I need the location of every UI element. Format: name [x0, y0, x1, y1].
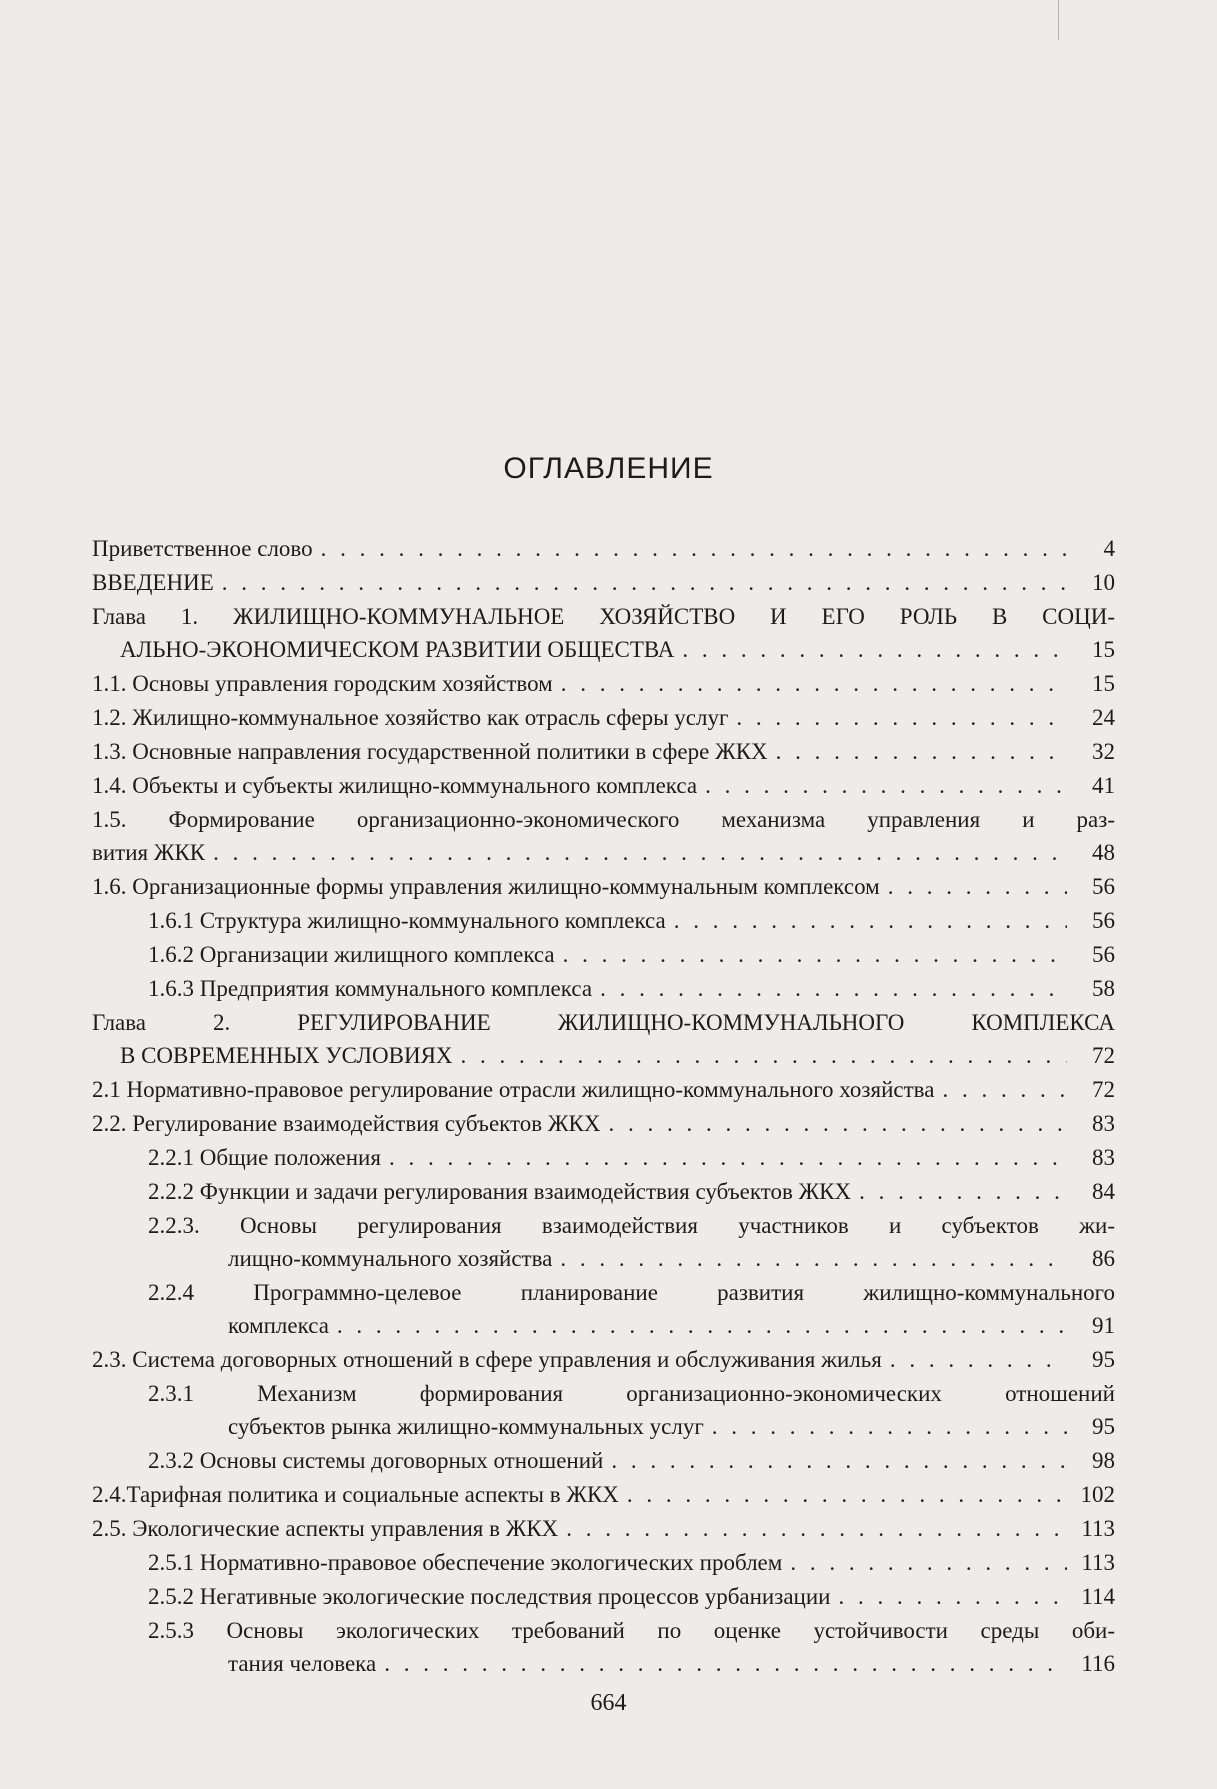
- toc-entry-title: 2.3.1 Механизм формирования организационно-экономических отношений: [148, 1381, 1115, 1406]
- toc-page-number: 15: [1092, 637, 1115, 662]
- toc-page-number: 58: [1092, 976, 1115, 1001]
- toc-entry-title: 1.3. Основные направления государственной политики в сфере ЖКХ: [92, 739, 768, 764]
- toc-entry-title: 2.2.3. Основы регулирования взаимодействия участников и субъектов жи-: [148, 1213, 1115, 1238]
- dot-leader: [790, 1550, 1067, 1576]
- dot-leader: [611, 1448, 1067, 1474]
- dot-leader: [627, 1482, 1067, 1508]
- toc-entry-continuation: комплекса: [228, 1313, 329, 1338]
- toc-entry: [92, 1347, 1115, 1381]
- page-number: 664: [590, 1690, 627, 1716]
- toc-page-number: 113: [1081, 1550, 1115, 1575]
- toc-page-number: 102: [1080, 1482, 1115, 1507]
- dot-leader: [600, 976, 1067, 1002]
- toc-page-number: 114: [1081, 1584, 1115, 1609]
- toc-page-number: 56: [1092, 874, 1115, 899]
- toc-entry-title: 1.1. Основы управления городским хозяйством: [92, 671, 553, 696]
- dot-leader: [389, 1145, 1067, 1171]
- toc-entry-continuation: лищно-коммунального хозяйства: [228, 1246, 553, 1271]
- toc-entry: [92, 1516, 1115, 1550]
- dot-leader: [942, 1077, 1067, 1103]
- toc-entry: [92, 1280, 1115, 1347]
- toc-entry-continuation: субъектов рынка жилищно-коммунальных услуг: [228, 1414, 704, 1439]
- toc-entry: [92, 1381, 1115, 1448]
- toc-page-number: 72: [1092, 1043, 1115, 1068]
- toc-entry-continuation: В СОВРЕМЕННЫХ УСЛОВИЯХ: [120, 1043, 453, 1068]
- toc-entry-title: 2.2.4 Программно-целевое планирование развития жилищно-коммунального: [148, 1280, 1115, 1305]
- toc-entry-title: 2.5.2 Негативные экологические последствия процессов урбанизации: [148, 1584, 831, 1609]
- dot-leader: [384, 1651, 1067, 1677]
- dot-leader: [890, 1347, 1067, 1373]
- dot-leader: [859, 1179, 1067, 1205]
- dot-leader: [608, 1111, 1067, 1137]
- dot-leader: [213, 840, 1067, 866]
- toc-page-number: 10: [1092, 570, 1115, 595]
- table-of-contents: [92, 536, 1115, 1685]
- toc-page-number: 83: [1092, 1145, 1115, 1170]
- dot-leader: [563, 942, 1067, 968]
- toc-entry: [92, 773, 1115, 807]
- toc-entry: [92, 604, 1115, 671]
- toc-entry: [92, 1618, 1115, 1685]
- toc-page-number: 72: [1092, 1077, 1115, 1102]
- toc-entry: [92, 908, 1115, 942]
- dot-leader: [776, 739, 1067, 765]
- toc-entry-title: 2.5. Экологические аспекты управления в ЖКХ: [92, 1516, 559, 1541]
- toc-entry-title: Приветственное слово: [92, 536, 313, 561]
- toc-page-number: 24: [1092, 705, 1115, 730]
- toc-entry-title: 2.3. Система договорных отношений в сфере управления и обслуживания жилья: [92, 1347, 882, 1372]
- toc-entry: [92, 1448, 1115, 1482]
- toc-entry: [92, 739, 1115, 773]
- dot-leader: [566, 1516, 1067, 1542]
- toc-page-number: 15: [1092, 671, 1115, 696]
- toc-entry: [92, 1550, 1115, 1584]
- toc-entry: [92, 807, 1115, 874]
- toc-page-number: 84: [1092, 1179, 1115, 1204]
- dot-leader: [712, 1414, 1067, 1440]
- dot-leader: [682, 637, 1067, 663]
- toc-entry: [92, 1111, 1115, 1145]
- dot-leader: [674, 908, 1067, 934]
- toc-entry-title: 2.5.1 Нормативно-правовое обеспечение экологических проблем: [148, 1550, 783, 1575]
- dot-leader: [337, 1313, 1067, 1339]
- toc-page-number: 95: [1092, 1347, 1115, 1372]
- toc-page-number: 113: [1081, 1516, 1115, 1541]
- toc-entry-title: 1.6.2 Организации жилищного комплекса: [148, 942, 555, 967]
- toc-page-number: 95: [1092, 1414, 1115, 1439]
- toc-entry: [92, 1179, 1115, 1213]
- toc-entry: [92, 1482, 1115, 1516]
- toc-entry-title: 1.4. Объекты и субъекты жилищно-коммунального комплекса: [92, 773, 698, 798]
- dot-leader: [222, 570, 1067, 596]
- toc-entry: [92, 671, 1115, 705]
- toc-page-number: 56: [1092, 942, 1115, 967]
- toc-entry-title: 2.1 Нормативно-правовое регулирование отрасли жилищно-коммунального хозяйства: [92, 1077, 935, 1102]
- toc-page-number: 116: [1081, 1651, 1115, 1676]
- toc-entry: [92, 1213, 1115, 1280]
- toc-entry-title: 1.2. Жилищно-коммунальное хозяйство как отрасль сферы услуг: [92, 705, 729, 730]
- toc-entry: [92, 1584, 1115, 1618]
- toc-entry-title: Глава 1. ЖИЛИЩНО-КОММУНАЛЬНОЕ ХОЗЯЙСТВО И ЕГО РОЛЬ В СОЦИ-: [92, 604, 1115, 629]
- dot-leader: [888, 874, 1067, 900]
- toc-entry-continuation: вития ЖКК: [92, 840, 206, 865]
- toc-entry: [92, 942, 1115, 976]
- toc-page-number: 86: [1092, 1246, 1115, 1271]
- toc-page-number: 48: [1092, 840, 1115, 865]
- toc-entry-title: Глава 2. РЕГУЛИРОВАНИЕ ЖИЛИЩНО-КОММУНАЛЬНОГО КОМПЛЕКСА: [92, 1010, 1115, 1035]
- toc-entry-title: ВВЕДЕНИЕ: [92, 570, 214, 595]
- toc-page-number: 91: [1092, 1313, 1115, 1338]
- toc-entry-title: 1.5. Формирование организационно-экономического механизма управления и раз-: [92, 807, 1115, 832]
- toc-entry: [92, 705, 1115, 739]
- toc-entry-title: 2.3.2 Основы системы договорных отношений: [148, 1448, 604, 1473]
- dot-leader: [705, 773, 1067, 799]
- toc-entry: [92, 536, 1115, 570]
- dot-leader: [461, 1043, 1067, 1069]
- dot-leader: [321, 536, 1067, 562]
- toc-page-number: 83: [1092, 1111, 1115, 1136]
- toc-entry: [92, 1077, 1115, 1111]
- toc-entry-title: 1.6.1 Структура жилищно-коммунального комплекса: [148, 908, 666, 933]
- toc-page-number: 56: [1092, 908, 1115, 933]
- toc-entry-title: 1.6. Организационные формы управления жилищно-коммунальным комплексом: [92, 874, 880, 899]
- toc-entry-title: 2.2.2 Функции и задачи регулирования взаимодействия субъектов ЖКХ: [148, 1179, 852, 1204]
- toc-entry: [92, 570, 1115, 604]
- toc-entry-title: 2.2. Регулирование взаимодействия субъектов ЖКХ: [92, 1111, 601, 1136]
- dot-leader: [560, 1246, 1067, 1272]
- toc-entry-continuation: тания человека: [228, 1651, 377, 1676]
- toc-entry: [92, 1010, 1115, 1077]
- toc-page-number: 41: [1092, 773, 1115, 798]
- toc-entry: [92, 976, 1115, 1010]
- toc-entry-title: 2.5.3 Основы экологических требований по оценке устойчивости среды оби-: [148, 1618, 1115, 1643]
- toc-entry-title: 2.4.Тарифная политика и социальные аспекты в ЖКХ: [92, 1482, 619, 1507]
- toc-page-number: 98: [1092, 1448, 1115, 1473]
- page-title: ОГЛАВЛЕНИЕ: [503, 452, 714, 485]
- dot-leader: [736, 705, 1067, 731]
- toc-entry-title: 1.6.3 Предприятия коммунального комплекса: [148, 976, 593, 1001]
- page-edge-mark: [1058, 0, 1059, 40]
- dot-leader: [838, 1584, 1067, 1610]
- toc-entry: [92, 874, 1115, 908]
- toc-page-number: 4: [1103, 536, 1115, 561]
- dot-leader: [561, 671, 1067, 697]
- toc-entry: [92, 1145, 1115, 1179]
- toc-entry-title: 2.2.1 Общие положения: [148, 1145, 381, 1170]
- toc-entry-continuation: АЛЬНО-ЭКОНОМИЧЕСКОМ РАЗВИТИИ ОБЩЕСТВА: [120, 637, 675, 662]
- toc-page-number: 32: [1092, 739, 1115, 764]
